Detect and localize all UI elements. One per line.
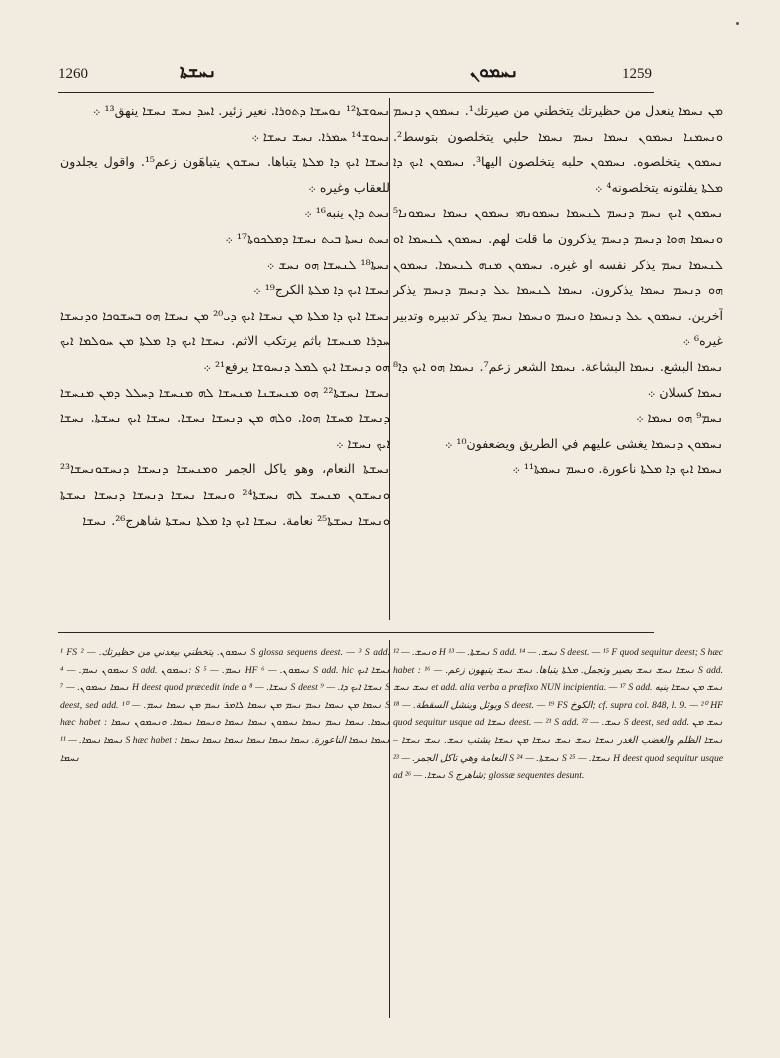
right-entry: ܢܚܡܐ ܐܝܟ ܕܐ ܡܠܬܐ ناعورة. ܘܢܚܡ ܢܚܡܬܐ¹¹ ܀	[512, 461, 723, 477]
left-entry: ܢܚܫܬܐ النعام، وهو ياكل الجمر ܘܡܢܚܫܐ ܕܢܚܫܐ ܕܢܚܫܘܢܚܫܐ²³ ܘܢܚܫܘܢ ܡܢܚܫ ܠܗ ܢܚܫܬܐ²⁴ ܘܢܚܫܐ ܢܚܫܐ ܕܢܚܫܐ ܕܢܚܫܐ ܢܚܫܬܐ ܘܢܚܫܐ ܢܚܫܬܐ²⁵ نعامة. ܢܚܫܐ ܐܝܟ ܕܐ ܡܠܬܐ ܢܚܫܬܐ شاهرج²⁶. ܢܚܫܐ	[60, 461, 390, 528]
right-page-number: 1259	[622, 66, 652, 82]
left-entry: ܢܚܫܐ ܢܚܫܬܐ²² ܗܘ ܡܢܚܫܢܐ ܡܢܚܫܐ ܠܗ ܡܢܚܫܐ ܕܚܠܠ ܕܡܢ ܡܢܚܫܐ ܕܢܚܫܐ ܡܚܫܐ ܗܘܐ. ܘܠܗ ܡܢ ܕܢܚܫܐ ܢܚܫܐ. ܢܚܫܐ ܐܝܟ ܢܚܫܬܐ. ܢܚܫܐ ܐܝܟ ܢܚܫܐ ܀	[60, 384, 390, 451]
right-running-head: ܢܚܡܘܢ	[470, 62, 519, 82]
left-entry: ܢܚܬ ܕܐܢ ينبه¹⁶ ܀	[304, 205, 390, 221]
left-entry: ܢܚܫܐ ܐܝܟ ܕܐ ܡܠܬܐ ܡܢ ܢܚܫܐ ܐܝܟ ܕܝ²⁰ ܡܢ ܢܚܫܐ ܗܘ ܒܚܫܘܟܐ ܘܕܢܚܫܐ ܚܕܪܐ ܡܢܚܫܐ باثم يرتكب الاثم. ܢܚܫܐ ܐܝܟ ܕܐ ܡܠܬܐ ܡܢ ܚܘܠܡܐ ܐܝܟ ܗܘ ܕܢܚܫܐ ܐܝܟ ܠܡܠ ܕܢܚܘܫܐ يرفع²¹ ܀	[60, 307, 390, 374]
left-entry: ܢܚܘܫܬܐ¹² ܢܘܚܫܐ ܕܬܘܪܐ. نعير زئير. ܐܚܕ ܢܚܫ ܢܚܫܐ ينهق¹³ ܀	[92, 103, 390, 118]
left-entry: ܢܚܫܐ ܐܝܟ ܕܐ ܡܠܬܐ الكرج¹⁹ ܀	[253, 282, 390, 298]
right-entry: ܢܚܡܘܢ ܐܝܟ ܢܚܡ ܕܢܚܡ ܠܢܚܡܐ ܢܚܡܘܢܗܝ ܢܚܡܘܢ ܢܚܡܐ ܢܚܡܘܢܐ⁵ ܘܢܚܡܐ ܗܘܐ ܕܢܚܡ ܕܢܚܡ يذكرون ما قلت لهم. ܢܚܡܘܢ ܠܢܚܡܐ ܐܘ ܠܢܚܡܐ ܢܚܡ يذكر نفسه او غيره. ܢܚܡܘܢ ܡܢܗ ܠܢܚܡܐ. ܢܚܡܘܢ ܗܘ ܕܢܚܡ ܢܚܡܐ يذكرون. ܢܚܡܐ ܠܢܚܡܐ ܥܠ ܕܢܚܡ ܕܢܚܡ يذكر آخرين. ܢܚܡܘܢ ܥܠ ܕܢܚܡܐ ܘܢܚܡ ܘܢܚܡܐ ܢܚܡ يذكر تدبيره وتدبير غيره⁶ ܀	[393, 205, 723, 349]
left-running-head: ܢܚܫܬܐ	[180, 62, 217, 82]
left-entry: ܢܚܘܫ¹⁴ ܚܡܪܐ. ܢܚܫ ܢܚܫܐ ܀	[251, 128, 390, 144]
left-column	[60, 98, 390, 618]
right-column	[393, 98, 723, 618]
header-rule	[58, 92, 654, 93]
paper-speck	[736, 22, 739, 25]
footnote-text: ¹ FS ܢܚܡܘܢ. يتخطني بيعدني من حظيرتك. — ² S glossa sequens deest. — ³ S add. ܢܚܡܘܢ ܢܚܡ. — ⁴ S add. ܢܚܡܘܢ: S ܢܚܡ. — ⁵ HF ܢܚܡܘܢ. — ⁶ S add. hic ܢܚܫܐ ܐܝܟ ܢܚܡܐ ܢܚܡܘܢ. — ⁷ H deest quod præcedit inde a ܢܚܫܐ. — ⁸ S deest ܢܚܫܐ ܐܝܟ ܕܐ. — ⁹ S deest, sed add. ܢܚܡܐ ܡܢ ܢܚܡܐ ܢܚܡ ܢܚܡ ܡܢ ܢܚܡܐ ܠܐܡܪ ܢܚܡ ܡܢ ܢܚܡܐ ܢܚܡ. — ¹⁰ S hæc habet : ܢܚܡܐ. ܢܚܡܐ ܢܚܡ ܢܚܡܐ ܢܚܡܘܢ ܢܚܡܐ ܢܚܡܐ ܘܢܚܡܐ ܢܚܡܐ. ܘܢܚܡܘܢ ܢܚܡܐ ܢܚܡܐ ܢܚܡܐ. — ¹¹ S hæc habet : ܢܚܡܐ ܢܚܡܐ الناعورة. ܢܚܡܐ ܢܚܡܐ ܢܚܡܐ ܢܚܡܐ ܢܚܡܐ ܢܚܡܐ ܢܚܡܐ	[60, 647, 390, 764]
right-entry: ܢܚܡܐ البشع. ܢܚܡܐ البشاعة. ܢܚܡܐ الشعر زعم⁷. ܢܚܡܐ ܗܘ ܐܝܟ ܕܐ⁸ ܢܚܡܐ كسلان ܀	[393, 358, 723, 400]
left-footnotes	[60, 644, 390, 1024]
left-entry: ܢܚܬ ܢܚܬܐ ܒܝܬ ܢܚܫܐ ܕܡܠܟܘܬܐ¹⁷ ܀	[225, 230, 390, 246]
left-page-number: 1260	[58, 66, 88, 82]
right-entry: ܢܚܡܘܢ ܕܢܚܡܐ يغشى عليهم في الطريق ويضعفون¹⁰ ܀	[444, 435, 723, 451]
footnote-rule	[58, 632, 654, 633]
right-entry: ܢܚܡ⁹ ܗܘ ܢܚܡܐ ܀	[636, 410, 723, 426]
left-entry: ܢܚܫܐ ܐܝܟ ܕܐ ܡܠܬܐ يتباها. ܢܚܫܘܢ يتباهَون زعم¹⁵. واقول يجلدون للعقاب وغيره ܀	[60, 154, 390, 195]
footnote-text: ܘܢܚܫ. — ¹² H ܢܚܫܬܐ. — ¹³ S add. ܢܚܫ. — ¹⁴ S deest. — ¹⁵ F quod sequitur deest; S hæc habet : ܢܚܫܐ ܢܚܫ ܢܚܫ بصير وتجمل. ܡܠܬܐ يتباها. ܢܚܫ ܢܚܫ يتبهون زعم. — ¹⁶ S add. ܢܚܫ ܢܚܫ et add. alia verba a præfixo NUN incipientia. — ¹⁷ S add. ܢܚܫ ܡܢ ܢܚܫܐ ينيه ويوثل وينشل السقطة. — ¹⁸ S deest. — ¹⁹ FS الكوخ; cf. supra col. 848, l. 9. — ²⁰ HF quod sequitur usque ad ܢܚܫܐ deest. — ²¹ S add. ܢܚܫ. — ²² S deest, sed add. ܢܚܫ ܡܢ ܢܚܫܐ الظلم والغضب الغدر ܢܚܫܐ ܢܚܫ ܢܚܫ ܢܚܫܐ ܡܢ ܢܚܫܐ يشتب ܢܚܫ. ܢܚܫ ܢܚܫܐ – النعامة وهي تاكل الجمر. — ²³ S ܢܚܫܬܐ. — ²⁴ S ܢܚܫܐ. — ²⁵ H deest quod sequitur usque ad ܢܚܫܐ. — ²⁶ S شاهرج; glossæ sequentes desunt.	[393, 647, 723, 782]
right-entry: ܡܢ ܢܚܡܐ ينعدل من حظيرتك يتخطني من صيرتك¹. ܢܚܡܘܢ ܕܢܚܡ ܘܢܚܡܢܐ ܢܚܡܘܢ ܢܚܡܐ ܢܚܡ ܢܚܡܐ حلبي يتخلصون بتوسط². ܢܚܡܘܢ يتخلصوه. ܢܚܡܘܢ حلبه يتخلصون اليها³. ܢܚܡܘܢ ܐܝܟ ܕܐ ܡܠܬܐ يفلتونه يتخلصونه⁴ ܀	[393, 103, 723, 195]
right-footnotes	[393, 644, 723, 1024]
left-entry: ܢܚܬܐ¹⁸ ܠܢܚܫܐ ܗܘ ܢܚܫ ܀	[266, 256, 390, 272]
